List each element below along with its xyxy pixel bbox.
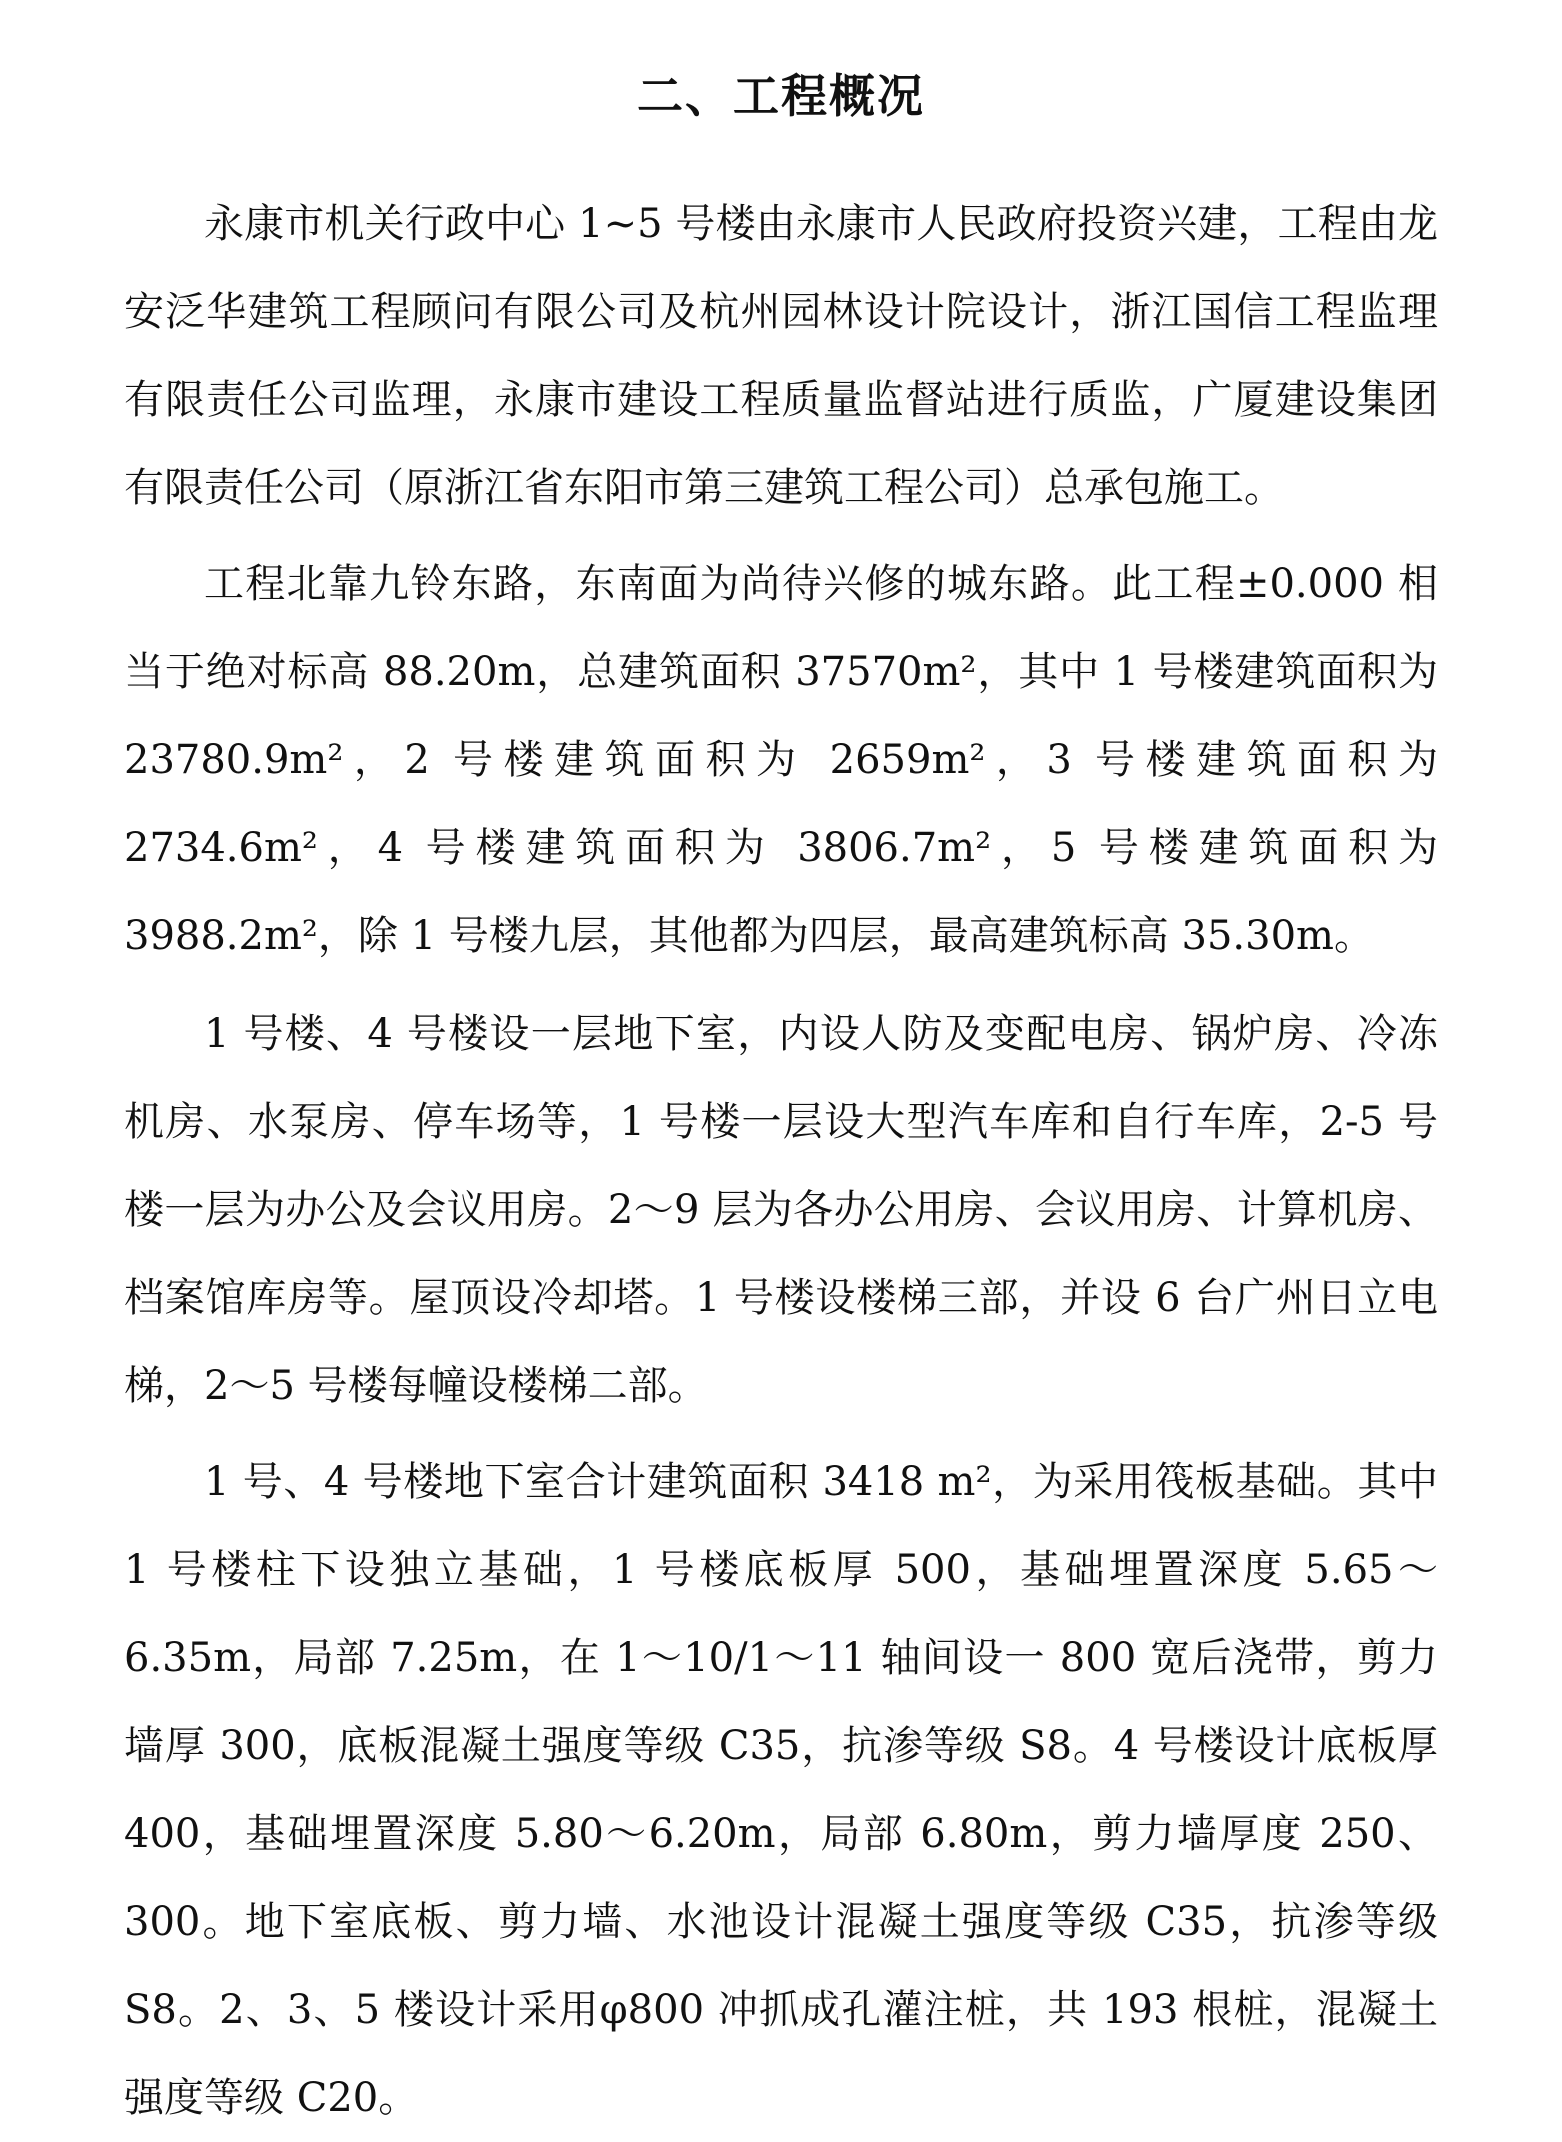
paragraph-project-parties: 永康市机关行政中心 1~5 号楼由永康市人民政府投资兴建，工程由龙安泛华建筑工程顾问有限公司及杭州园林设计院设计，浙江国信工程监理有限责任公司监理，永康市建设工程质量监督站进行质监，广厦建设集团有限责任公司（原浙江省东阳市第三建筑工程公司）总承包施工。 xyxy=(124,201,1438,511)
paragraph-foundation: 1 号、4 号楼地下室合计建筑面积 3418 m²，为采用筏板基础。其中 1 号楼柱下设独立基础，1 号楼底板厚 500，基础埋置深度 5.65～6.35m，局部 7.25m，在 1～10/1～11 轴间设一 800 宽后浇带，剪力墙厚 300，底板混凝土强度等级 C35，抗渗等级 S8。4 号楼设计底板厚 400，基础埋置深度 5.80～6.20m，局部 6.80m，剪力墙厚度 250、300。地下室底板、剪力墙、水池设计混凝土强度等级 C35，抗渗等级 S8。2、3、5 楼设计采用φ800 冲抓成孔灌注桩，共 193 根桩，混凝土强度等级 C20。 xyxy=(124,1459,1438,2121)
paragraph-site-and-areas: 工程北靠九铃东路，东南面为尚待兴修的城东路。此工程±0.000 相当于绝对标高 88.20m，总建筑面积 37570m²，其中 1 号楼建筑面积为 23780.9m²，2 号楼建筑面积为 2659m²，3 号楼建筑面积为 2734.6m²，4 号楼建筑面积为 3806.7m²，5 号楼建筑面积为 3988.2m²，除 1 号楼九层，其他都为四层，最高建筑标高 35.30m。 xyxy=(124,561,1438,959)
paragraph-building-functions: 1 号楼、4 号楼设一层地下室，内设人防及变配电房、锅炉房、冷冻机房、水泵房、停车场等，1 号楼一层设大型汽车库和自行车库，2-5 号楼一层为办公及会议用房。2～9 层为各办公用房、会议用房、计算机房、档案馆库房等。屋顶设冷却塔。1 号楼设楼梯三部，并设 6 台广州日立电梯，2～5 号楼每幢设楼梯二部。 xyxy=(124,1011,1438,1409)
section-title: 二、工程概况 xyxy=(637,69,925,123)
